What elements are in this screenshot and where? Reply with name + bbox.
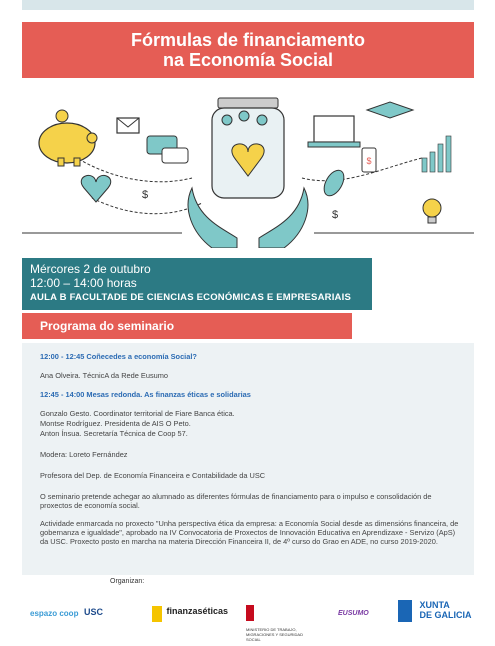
graduation-cap-icon <box>367 102 413 118</box>
event-time: 12:00 – 14:00 horas <box>30 276 137 290</box>
laptop-icon <box>308 116 360 147</box>
bar-chart-icon <box>422 136 451 172</box>
speaker-2: Montse Rodríguez. Presidenta de AIS O Peto. <box>40 419 191 428</box>
coin-jar-icon <box>212 98 284 198</box>
envelope-icon <box>117 118 139 133</box>
speaker-1: Gonzalo Gesto. Coordinator territorial de Fiare Banca ética. <box>40 409 235 418</box>
dollar-icon: $ <box>142 189 149 201</box>
speaker-3: Anton Ínsua. Secretaría Técnica de Coop 57. <box>40 429 188 438</box>
piggy-bank-icon <box>39 110 97 166</box>
seminar-description: O seminario pretende achegar ao alumnado as diferentes fórmulas de financiamento para o impulso e consolidación de proxectos de economía social. <box>40 492 432 510</box>
eusumo-logo: EUSUMO <box>338 610 369 617</box>
phone-icon <box>362 148 376 172</box>
event-date: Mércores 2 de outubro <box>30 262 151 276</box>
heart-paw-icon <box>81 175 111 202</box>
session-1-speaker: Ana Olveira. TécnicA da Rede Eusumo <box>40 371 169 380</box>
dollar-icon: $ <box>332 209 339 221</box>
project-description: Actividade enmarcada no proxecto "Unha perspectiva ética da empresa: a Economía Social desde as dimensións financeira, de gobernanza e igualdade", aprobado na IV Convocatoria de Proxectos de Innovación Educativa en Aprendizaxe - Servizo (ApS) da USC. Proxecto posto en marcha na materia Dirección Financeira II, de 4º curso do Grao en ADE, no curso 2019-2020. <box>40 519 459 546</box>
session-2-title: 12:45 - 14:00 Mesas redonda. As finanzas éticas e solidarias <box>40 390 251 399</box>
xunta-logo: XUNTA DE GALICIA <box>398 600 478 628</box>
chat-icon <box>147 136 188 163</box>
program-heading: Programa do seminario <box>40 319 175 333</box>
usc-logo: USC <box>84 607 104 617</box>
page-title <box>22 30 474 70</box>
espazocoop-logo: espazo coop <box>30 609 79 618</box>
top-decor-bar <box>22 0 474 10</box>
moderator: Modera: Loreto Fernández <box>40 450 128 459</box>
finance-illustration <box>22 88 474 248</box>
svg-text:$: $ <box>366 156 372 166</box>
organizers-label: Organizan: <box>110 578 145 585</box>
session-1-title: 12:00 - 12:45 Coñecedes a economía Social? <box>40 352 197 361</box>
event-venue: AULA B FACULTADE DE CIENCIAS ECONÓMICAS E EMPRESARIAIS <box>30 292 351 303</box>
title-line-2: na Economía Social <box>162 50 334 70</box>
lightbulb-icon <box>423 199 441 223</box>
moderator-role: Profesora del Dep. de Economía Financeira e Contabilidade da USC <box>40 471 266 480</box>
finanzaseticas-logo: finanzaséticas <box>152 600 230 628</box>
title-line-1: Fórmulas de financiamento <box>130 30 366 50</box>
leaf-icon <box>320 167 348 199</box>
ministry-logo: MINISTERIO DE TRABAJO, MIGRACIONES Y SEGURIDAD SOCIAL <box>246 600 326 628</box>
